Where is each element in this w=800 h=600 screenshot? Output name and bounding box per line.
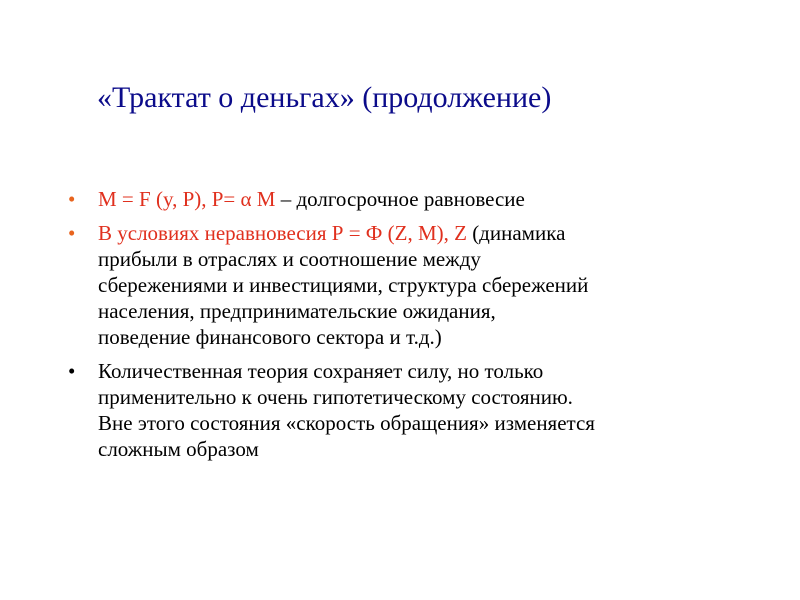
bullet-text: – долгосрочное равновесие (275, 187, 525, 211)
bullet-list (68, 186, 748, 470)
bullet-text-line: Количественная теория сохраняет силу, но только (98, 359, 544, 383)
bullet-text-line: сложным образом (98, 437, 259, 461)
bullet-text-line: прибыли в отраслях и соотношение между (98, 247, 481, 271)
bullet-text-line: Вне этого состояния «скорость обращения» изменяется (98, 411, 595, 435)
formula-disequilibrium: В условиях неравновесия Р = Ф (Z, M), Z (98, 221, 467, 245)
bullet-text-line: населения, предпринимательские ожидания, (98, 299, 496, 323)
bullet-marker: • (68, 187, 76, 211)
bullet-item-1 (68, 186, 748, 212)
bullet-marker: • (68, 221, 76, 245)
bullet-item-2 (68, 220, 748, 350)
bullet-marker: • (68, 359, 76, 383)
bullet-text-line: сбережениями и инвестициями, структура сбережений (98, 273, 589, 297)
bullet-text-line: применительно к очень гипотетическому состоянию. (98, 385, 573, 409)
bullet-text-line: поведение финансового сектора и т.д.) (98, 325, 442, 349)
slide-title: «Трактат о деньгах» (продолжение) (97, 81, 552, 114)
bullet-item-3 (68, 358, 748, 462)
formula-equilibrium: M = F (y, P), P= α M (98, 187, 276, 211)
bullet-text-line: (динамика (466, 221, 566, 245)
